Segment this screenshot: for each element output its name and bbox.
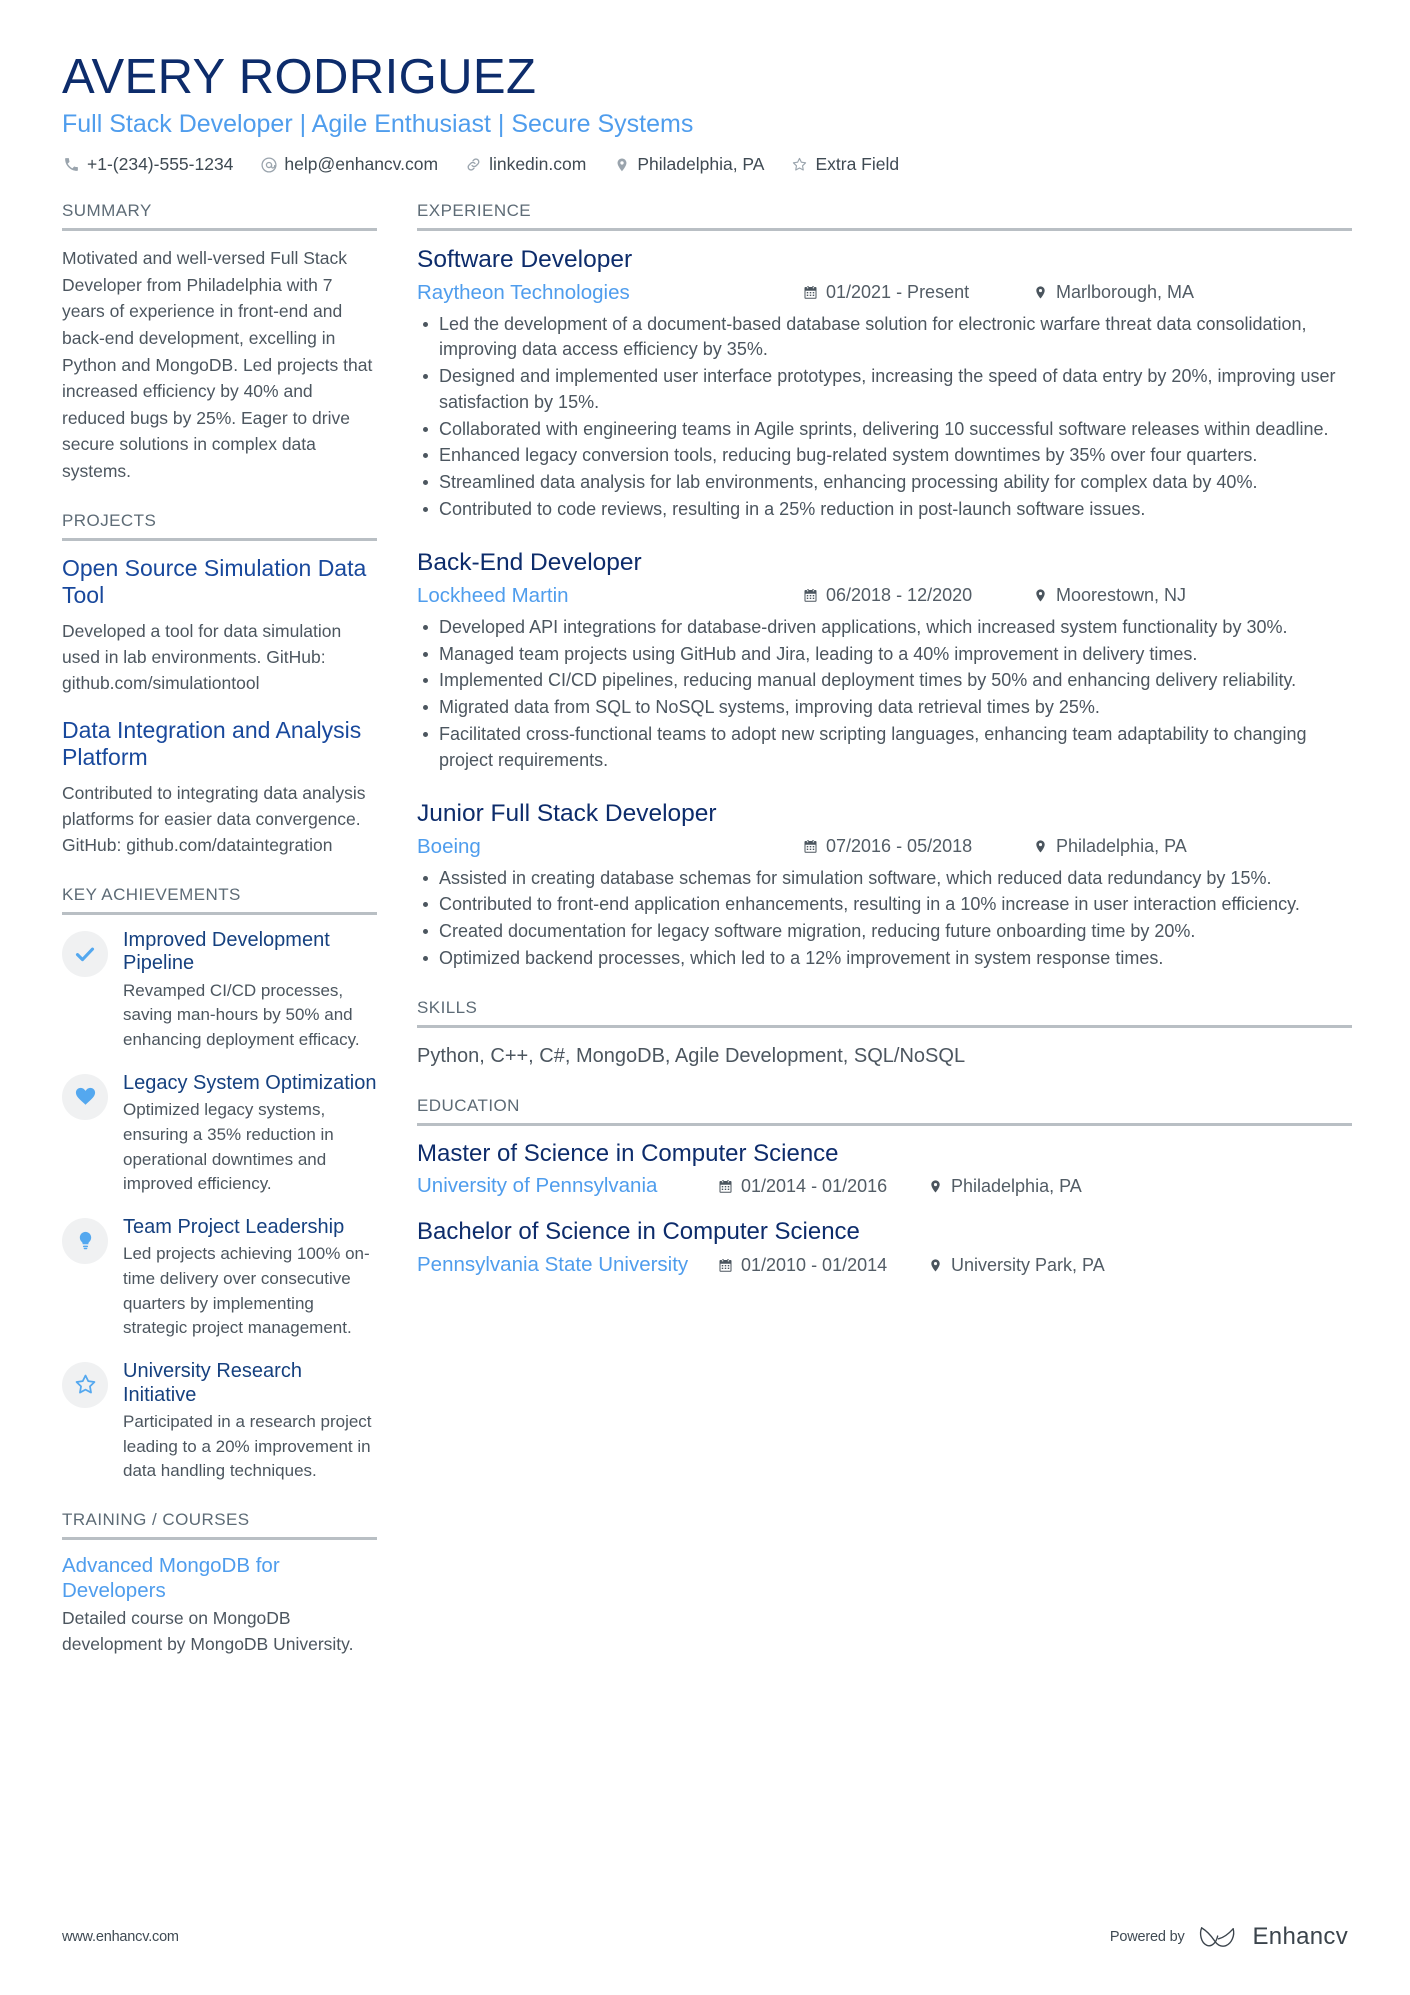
achievement-title: Legacy System Optimization	[123, 1071, 377, 1094]
main-column	[417, 201, 1352, 1303]
achievement-body	[123, 1072, 377, 1197]
lightbulb-icon	[62, 1218, 108, 1264]
section-divider	[417, 1025, 1352, 1028]
contact-link-text: linkedin.com	[489, 154, 587, 175]
calendar-icon	[717, 1257, 734, 1274]
achievement-title: University Research Initiative	[123, 1359, 302, 1406]
section-education	[417, 1096, 1352, 1278]
job-bullet: Collaborated with engineering teams in Agile sprints, delivering 10 successful software releases within deadline.	[417, 417, 1352, 443]
education-school[interactable]: Pennsylvania State University	[417, 1253, 689, 1277]
calendar-icon	[717, 1178, 734, 1195]
location-pin-icon	[1032, 587, 1049, 604]
project-description: Developed a tool for data simulation used in lab environments. GitHub: github.com/simulationtool	[62, 620, 342, 694]
course-title[interactable]: Advanced MongoDB for Developers	[62, 1554, 280, 1602]
education-dates	[717, 1255, 927, 1276]
job-bullet: Managed team projects using GitHub and Jira, leading to a 40% improvement in delivery times.	[417, 642, 1352, 668]
achievement-body	[123, 1360, 377, 1484]
job-location	[1032, 282, 1194, 303]
contact-phone-text: +1-(234)-555-1234	[87, 154, 234, 175]
powered-by-label: Powered by	[1109, 1929, 1185, 1945]
candidate-headline: Full Stack Developer | Agile Enthusiast | Secure Systems	[62, 109, 694, 138]
project-description: Contributed to integrating data analysis platforms for easier data convergence. GitHub: github.com/dataintegration	[62, 782, 366, 856]
achievement-title: Improved Development Pipeline	[123, 928, 330, 975]
location-pin-icon	[1032, 284, 1049, 301]
job-meta	[417, 835, 1352, 859]
resume-header	[62, 52, 1348, 175]
job-bullet: Assisted in creating database schemas for simulation software, which reduced data redundancy by 15%.	[417, 866, 1352, 892]
project-title[interactable]: Open Source Simulation Data Tool	[62, 554, 367, 608]
achievement-title: Team Project Leadership	[123, 1215, 345, 1238]
experience-item	[417, 548, 1352, 773]
footer-brand	[1110, 1923, 1348, 1951]
job-bullets	[417, 866, 1352, 972]
job-bullet: Streamlined data analysis for lab environments, enhancing processing ability for complex data by 40%.	[417, 470, 1352, 496]
achievement-body	[123, 929, 377, 1053]
section-divider	[417, 1123, 1352, 1126]
section-experience-title: EXPERIENCE	[417, 201, 532, 221]
job-company[interactable]: Lockheed Martin	[417, 583, 569, 607]
project-item	[62, 555, 377, 697]
job-dates	[802, 836, 1032, 857]
job-location-text: Philadelphia, PA	[1056, 836, 1187, 857]
contact-extra-field[interactable]	[790, 154, 899, 175]
job-meta	[417, 584, 1352, 608]
achievement-description: Revamped CI/CD processes, saving man-hours by 50% and enhancing deployment efficacy.	[123, 980, 360, 1049]
job-bullet: Designed and implemented user interface prototypes, increasing the speed of data entry by 20%, improving user satisfaction by 15%.	[417, 364, 1352, 415]
section-training-courses-title: TRAINING / COURSES	[62, 1510, 250, 1530]
education-item	[417, 1218, 1352, 1277]
job-bullets	[417, 312, 1352, 523]
education-school[interactable]: University of Pennsylvania	[417, 1174, 658, 1198]
email-icon	[259, 155, 278, 174]
section-summary	[62, 201, 377, 484]
contact-location-text: Philadelphia, PA	[637, 154, 765, 175]
section-divider	[417, 228, 1352, 231]
job-bullet: Contributed to code reviews, resulting in a 25% reduction in post-launch software issues.	[417, 497, 1352, 523]
calendar-icon	[802, 587, 819, 604]
job-dates-text: 07/2016 - 05/2018	[826, 836, 973, 857]
sidebar-column	[62, 201, 417, 1683]
page-footer	[62, 1923, 1348, 1951]
contact-email-text: help@enhancv.com	[284, 154, 439, 175]
section-key-achievements	[62, 885, 377, 1485]
contact-link[interactable]	[464, 154, 586, 175]
location-pin-icon	[612, 155, 631, 174]
contact-location[interactable]	[612, 154, 764, 175]
achievement-description: Led projects achieving 100% on-time delivery over consecutive quarters by implementing strategic project management.	[123, 1244, 370, 1338]
job-company[interactable]: Raytheon Technologies	[417, 280, 630, 304]
contact-email[interactable]	[259, 154, 438, 175]
course-item	[62, 1554, 377, 1657]
job-meta	[417, 281, 1352, 305]
section-key-achievements-title: KEY ACHIEVEMENTS	[62, 884, 241, 904]
section-projects	[62, 511, 377, 859]
job-title: Software Developer	[417, 246, 633, 274]
job-bullet: Enhanced legacy conversion tools, reducing bug-related system downtimes by 35% over four quarters.	[417, 443, 1352, 469]
job-title: Back-End Developer	[417, 549, 642, 577]
location-pin-icon	[1032, 838, 1049, 855]
resume-body	[62, 201, 1348, 1683]
job-dates-text: 01/2021 - Present	[826, 282, 970, 303]
job-location-text: Marlborough, MA	[1056, 282, 1195, 303]
phone-icon	[62, 155, 81, 174]
candidate-name: AVERY RODRIGUEZ	[62, 50, 537, 104]
education-degree: Master of Science in Computer Science	[417, 1139, 839, 1167]
experience-item	[417, 799, 1352, 971]
contact-extra-field-text: Extra Field	[815, 154, 900, 175]
education-dates-text: 01/2010 - 01/2014	[741, 1254, 888, 1275]
course-description: Detailed course on MongoDB development by MongoDB University.	[62, 1608, 354, 1654]
enhancv-brand-name: Enhancv	[1252, 1923, 1348, 1950]
project-title[interactable]: Data Integration and Analysis Platform	[62, 716, 362, 770]
education-degree: Bachelor of Science in Computer Science	[417, 1218, 860, 1246]
experience-item	[417, 245, 1352, 522]
job-dates	[802, 585, 1032, 606]
education-location	[927, 1255, 1105, 1276]
achievement-item	[62, 929, 377, 1053]
footer-website-url[interactable]: www.enhancv.com	[62, 1929, 179, 1945]
contact-row	[62, 154, 1348, 175]
location-pin-icon	[927, 1257, 944, 1274]
summary-text: Motivated and well-versed Full Stack Developer from Philadelphia with 7 years of experience in front-end and back-end development, excelling in Python and MongoDB. Led projects that increased efficiency by 40% and reduced bugs by 25%. Eager to drive secure solutions in complex data systems.	[62, 248, 373, 481]
star-icon	[790, 155, 809, 174]
education-dates-text: 01/2014 - 01/2016	[741, 1175, 888, 1196]
education-meta	[417, 1174, 1352, 1198]
achievement-item	[62, 1216, 377, 1341]
section-divider	[62, 538, 377, 541]
job-bullet: Led the development of a document-based database solution for electronic warfare threat data consolidation, improving data access efficiency by 35%.	[417, 312, 1352, 363]
education-meta	[417, 1253, 1352, 1277]
star-outline-icon	[62, 1362, 108, 1408]
job-company[interactable]: Boeing	[417, 834, 481, 858]
education-location-text: Philadelphia, PA	[951, 1175, 1082, 1196]
job-bullet: Facilitated cross-functional teams to adopt new scripting languages, enhancing team adaptability to changing project requirements.	[417, 722, 1352, 773]
education-location-text: University Park, PA	[951, 1254, 1105, 1275]
job-bullet: Migrated data from SQL to NoSQL systems, improving data retrieval times by 25%.	[417, 695, 1352, 721]
job-bullet: Implemented CI/CD pipelines, reducing manual deployment times by 50% and enhancing delivery reliability.	[417, 668, 1352, 694]
heart-icon	[62, 1074, 108, 1120]
enhancv-logo-icon	[1198, 1924, 1240, 1950]
section-training-courses	[62, 1510, 377, 1657]
education-location	[927, 1176, 1082, 1197]
job-bullet: Optimized backend processes, which led to a 12% improvement in system response times.	[417, 946, 1352, 972]
calendar-icon	[802, 284, 819, 301]
section-education-title: EDUCATION	[417, 1095, 520, 1115]
achievement-list	[62, 929, 377, 1485]
skills-text: Python, C++, C#, MongoDB, Agile Development, SQL/NoSQL	[417, 1044, 966, 1067]
job-bullet: Developed API integrations for database-driven applications, which increased system functionality by 30%.	[417, 615, 1352, 641]
section-divider	[62, 912, 377, 915]
section-skills	[417, 998, 1352, 1070]
education-dates	[717, 1176, 927, 1197]
section-projects-title: PROJECTS	[62, 510, 157, 530]
job-location	[1032, 585, 1186, 606]
job-bullets	[417, 615, 1352, 773]
achievement-description: Participated in a research project leading to a 20% improvement in data handling techniques.	[123, 1412, 372, 1481]
job-bullet: Contributed to front-end application enhancements, resulting in a 10% increase in user interaction efficiency.	[417, 892, 1352, 918]
section-divider	[62, 228, 377, 231]
section-divider	[62, 1537, 377, 1540]
job-dates	[802, 282, 1032, 303]
section-experience	[417, 201, 1352, 971]
section-skills-title: SKILLS	[417, 997, 478, 1017]
project-item	[62, 717, 377, 859]
calendar-icon	[802, 838, 819, 855]
check-icon	[62, 931, 108, 977]
job-location	[1032, 836, 1187, 857]
achievement-item	[62, 1072, 377, 1197]
section-summary-title: SUMMARY	[62, 201, 152, 221]
education-item	[417, 1140, 1352, 1199]
job-location-text: Moorestown, NJ	[1056, 585, 1187, 606]
achievement-item	[62, 1360, 377, 1484]
achievement-body	[123, 1216, 377, 1341]
link-icon	[464, 155, 483, 174]
location-pin-icon	[927, 1178, 944, 1195]
job-title: Junior Full Stack Developer	[417, 800, 717, 828]
contact-phone[interactable]	[62, 154, 233, 175]
job-dates-text: 06/2018 - 12/2020	[826, 585, 973, 606]
job-bullet: Created documentation for legacy software migration, reducing future onboarding time by 20%.	[417, 919, 1352, 945]
achievement-description: Optimized legacy systems, ensuring a 35% reduction in operational downtimes and improved efficiency.	[123, 1100, 334, 1194]
